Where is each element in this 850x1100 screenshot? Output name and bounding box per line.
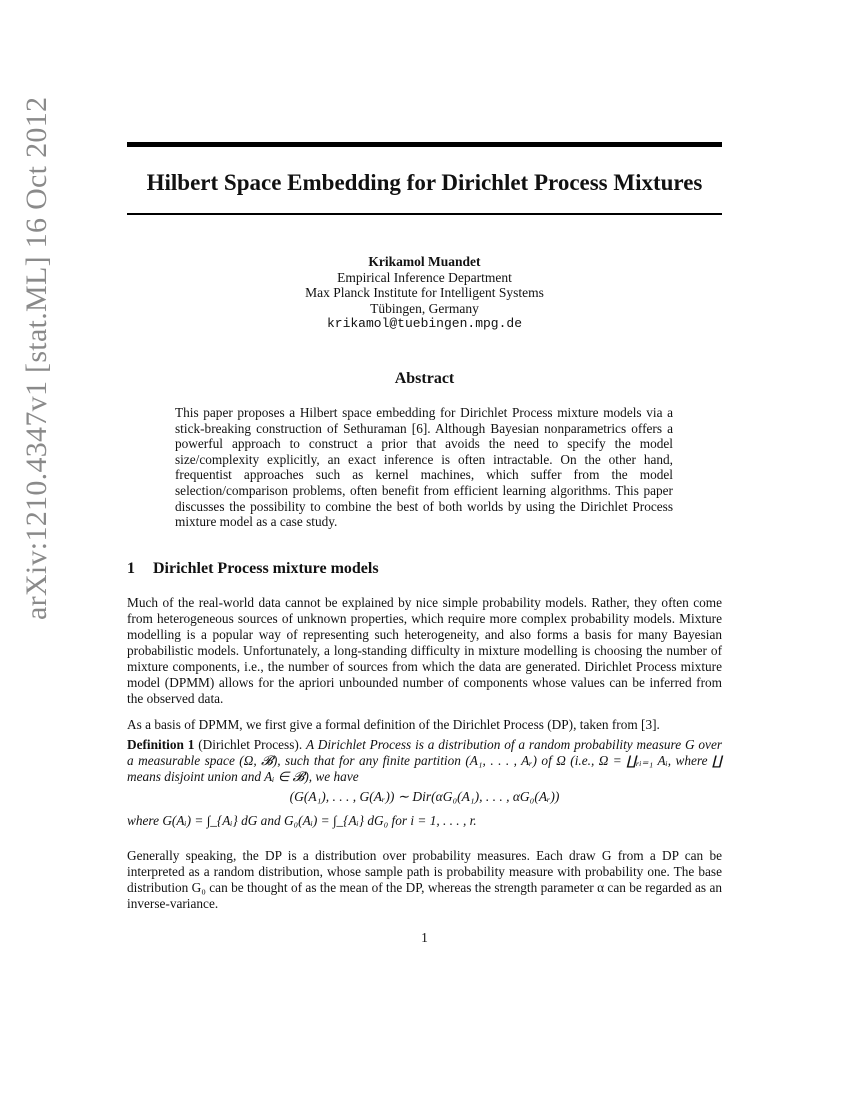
abstract-text: This paper proposes a Hilbert space embedding for Dirichlet Process mixture models via a stick-breaking construction of Sethuraman [6]. Although Bayesian nonparametrics offers a powerful approach to construct a prior that avoids the need to specify the model size/complexity explicitly, an exact inference is often intractable. On the other hand, frequentist approaches such as kernel machines, which suffer from the model selection/comparison problems, often benefit from efficient learning algorithms. This paper discusses the possibility to combine the best of both worlds by using the Dirichlet Process mixture model as a case study. — [175, 405, 673, 530]
paper-title: Hilbert Space Embedding for Dirichlet Process Mixtures — [146, 170, 703, 195]
definition-name: (Dirichlet Process). — [198, 737, 303, 752]
author-email: krikamol@tuebingen.mpg.de — [326, 316, 523, 331]
author-block — [127, 254, 722, 332]
section-heading — [127, 560, 379, 578]
title-rule — [127, 213, 722, 215]
section-number: 1 — [127, 560, 135, 577]
section-title: Dirichlet Process mixture models — [153, 560, 379, 577]
author-inst: Max Planck Institute for Intelligent Systems — [305, 285, 544, 300]
top-rule — [127, 142, 722, 147]
author-location: Tübingen, Germany — [370, 300, 479, 316]
definition — [127, 737, 722, 785]
equation: (G(A₁), . . . , G(Aᵣ)) ∼ Dir(αG₀(A₁), . . . , αG₀(Aᵣ)) — [289, 789, 560, 804]
definition-label: Definition 1 — [127, 737, 195, 752]
paragraph-2: As a basis of DPMM, we first give a formal definition of the Dirichlet Process (DP), taken from [3]. — [127, 717, 660, 732]
author-dept: Empirical Inference Department — [337, 269, 512, 285]
abstract-heading: Abstract — [394, 370, 455, 387]
equation-where: where G(Aᵢ) = ∫_{Aᵢ} dG and G₀(Aᵢ) = ∫_{Aᵢ} dG₀ for i = 1, . . . , r. — [127, 813, 477, 828]
arxiv-stamp: arXiv:1210.4347v1 [stat.ML] 16 Oct 2012 — [20, 96, 53, 620]
author-name: Krikamol Muandet — [368, 254, 481, 269]
paragraph-1: Much of the real-world data cannot be explained by nice simple probability models. Rather, they often come from heterogeneous sources of unknown properties, which require more complex probability models. Mixture modelling is a popular way of representing such heterogeneity, and also forms a basis for many Bayesian probabilistic models. Unfortunately, a long-standing difficulty in mixture modelling is choosing the number of mixture components, i.e., the number of sources from which the data are generated. Dirichlet Process mixture model (DPMM) allows for the apriori unbounded number of components whose values can be inferred from the observed data. — [127, 595, 722, 706]
paragraph-3: Generally speaking, the DP is a distribution over probability measures. Each draw G from a DP can be interpreted as a random distribution, whose sample path is probability measure with probability one. The base distribution G₀ can be thought of as the mean of the DP, whereas the strength parameter α can be regarded as an inverse-variance. — [127, 848, 722, 911]
page-number: 1 — [421, 930, 428, 945]
definition-body: A Dirichlet Process is a distribution of a random probability measure G over a measurable space (Ω, 𝓑), such that for any finite partition (A₁, . . . , Aᵣ) of Ω (i.e., Ω = ∐ᵣᵢ₌₁ Aᵢ, where ∐ means disjoint union and Aᵢ ∈ 𝓑), we have — [127, 737, 723, 784]
